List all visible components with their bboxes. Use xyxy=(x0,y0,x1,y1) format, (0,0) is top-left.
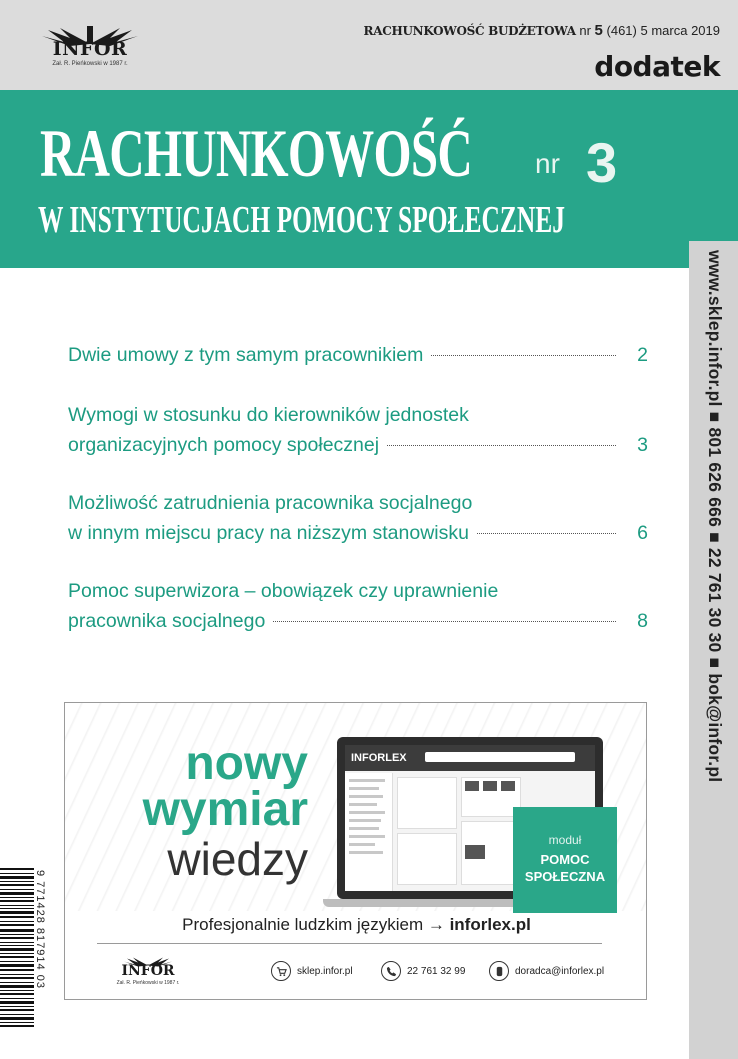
arrow-right-icon: → xyxy=(427,915,445,934)
screen-line xyxy=(349,851,383,854)
module-name-line-2: SPOŁECZNA xyxy=(524,869,606,884)
screen-line xyxy=(349,787,379,790)
ad-logo-subtitle: Zał. R. Pieńkowski w 1987 r. xyxy=(116,980,180,986)
top-header xyxy=(0,0,738,90)
toc-item-title: Możliwość zatrudnienia pracownika socjalnego xyxy=(68,492,473,514)
toc-item-page: 2 xyxy=(637,344,648,366)
screen-line xyxy=(349,835,385,838)
module-label: moduł xyxy=(548,833,582,847)
toc-item-title: Wymogi w stosunku do kierowników jednostek xyxy=(68,404,469,426)
issue-number: 5 xyxy=(594,22,603,39)
contact-phone-text: 22 761 32 99 xyxy=(407,965,466,977)
contact-strip-text: www.sklep.infor.pl ■ 801 626 666 ■ 22 761 30 30 ■ bok@infor.pl xyxy=(705,250,725,783)
contact-shop-text: sklep.infor.pl xyxy=(297,965,353,977)
screen-line xyxy=(349,827,379,830)
screen-line xyxy=(349,803,377,806)
title-band xyxy=(0,90,738,268)
toc-leader-dots xyxy=(387,445,616,446)
screen-topbar xyxy=(345,745,595,771)
screen-logo: INFORLEX xyxy=(351,752,407,764)
toc-leader-dots xyxy=(477,533,616,534)
toc-item-title: organizacyjnych pomocy społecznej xyxy=(68,434,380,456)
barcode xyxy=(0,868,34,1028)
toc-item-title: pracownika socjalnego xyxy=(68,610,266,632)
toc-item[interactable] xyxy=(68,340,648,370)
phone-icon xyxy=(381,961,401,981)
screen-line xyxy=(349,795,383,798)
tagline-text: Profesjonalnie ludzkim językiem xyxy=(182,915,424,934)
magazine-name: RACHUNKOWOŚĆ BUDŻETOWA xyxy=(363,24,576,38)
toc-item[interactable] xyxy=(68,400,648,460)
screen-line xyxy=(349,811,385,814)
contact-phone[interactable] xyxy=(381,961,465,981)
slogan-line-1: nowy xyxy=(185,737,308,790)
page-subtitle: W INSTYTUCJACH POMOCY SPOŁECZNEJ xyxy=(38,199,565,241)
logo-wordmark: INFOR xyxy=(52,38,128,60)
title-nr-value: 3 xyxy=(586,131,618,194)
slogan-line-3: wiedzy xyxy=(167,833,308,885)
screen-thumbnail xyxy=(465,781,479,791)
issue-date: 5 marca 2019 xyxy=(640,23,720,38)
mail-icon xyxy=(489,961,509,981)
screen-thumbnail xyxy=(501,781,515,791)
toc-item[interactable] xyxy=(68,488,648,548)
inforlex-advertisement[interactable] xyxy=(64,702,647,1000)
tagline-link[interactable]: inforlex.pl xyxy=(449,915,531,934)
screen-panel xyxy=(397,833,457,885)
ad-infor-logo xyxy=(113,955,183,991)
toc-item-page: 6 xyxy=(637,522,648,544)
ad-logo-wordmark: INFOR xyxy=(121,963,175,979)
toc-item-title: Dwie umowy z tym samym pracownikiem xyxy=(68,344,424,366)
contact-email-text: doradca@inforlex.pl xyxy=(515,965,605,977)
ad-tagline xyxy=(65,915,647,935)
title-nr-label: nr xyxy=(535,148,560,179)
screen-thumbnail xyxy=(465,845,485,859)
toc-item[interactable] xyxy=(68,576,648,636)
module-name-line-1: POMOC xyxy=(540,852,590,867)
contact-email[interactable] xyxy=(489,961,604,981)
screen-search-bar xyxy=(425,752,575,762)
toc-item-title: Pomoc superwizora – obowiązek czy uprawnienie xyxy=(68,580,499,602)
issue-line xyxy=(364,22,720,39)
slogan-line-2: wymiar xyxy=(142,783,308,836)
screen-thumbnail xyxy=(483,781,497,791)
barcode-number: 9 771428 817914 03 xyxy=(34,870,46,989)
ad-divider xyxy=(97,943,602,944)
ad-slogan xyxy=(142,737,308,885)
screen-line xyxy=(349,843,375,846)
screen-panel xyxy=(397,777,457,829)
screen-line xyxy=(349,819,381,822)
cart-icon xyxy=(271,961,291,981)
issue-prefix: nr xyxy=(579,23,591,38)
supplement-label: dodatek xyxy=(594,50,720,83)
toc-item-page: 8 xyxy=(637,610,648,632)
toc-item-title: w innym miejscu pracy na niższym stanowisku xyxy=(68,522,469,544)
page-title: RACHUNKOWOŚĆ xyxy=(40,115,473,191)
issue-total: (461) xyxy=(606,23,637,38)
infor-logo xyxy=(40,24,140,76)
toc-leader-dots xyxy=(273,621,616,622)
contact-shop[interactable] xyxy=(271,961,353,981)
logo-subtitle: Zał. R. Pieńkowski w 1987 r. xyxy=(52,61,128,67)
toc-item-page: 3 xyxy=(637,434,648,456)
toc-leader-dots xyxy=(431,355,616,356)
screen-line xyxy=(349,779,385,782)
screen-sidebar xyxy=(345,773,393,891)
module-badge xyxy=(513,807,617,913)
